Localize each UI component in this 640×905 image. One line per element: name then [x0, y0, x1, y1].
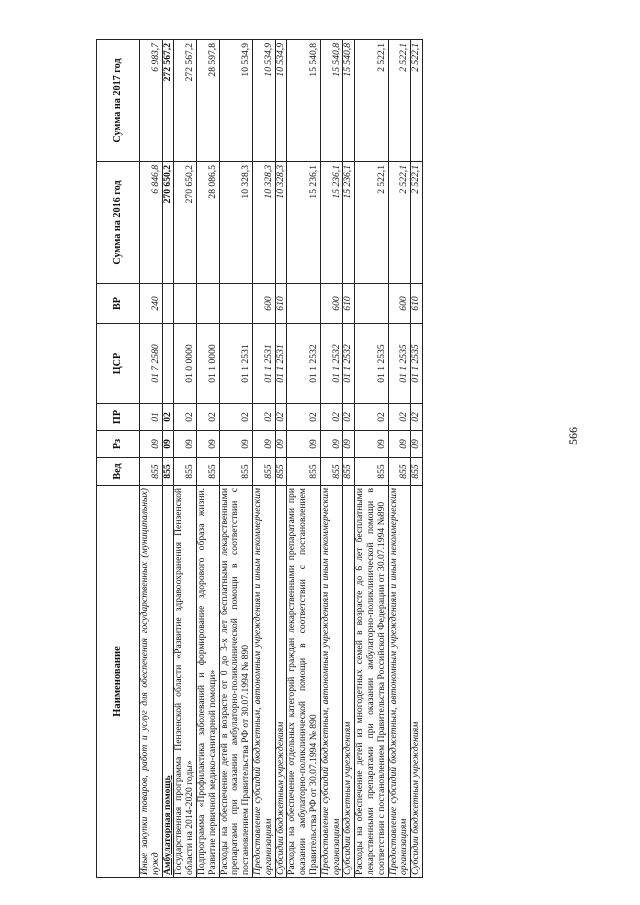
cell-vr — [174, 284, 197, 324]
cell-ved: 855 — [388, 458, 411, 486]
cell-ved: 855 — [162, 458, 174, 486]
cell-sum-2017: 272 567,2 — [162, 40, 174, 162]
table-row — [219, 40, 252, 878]
cell-sum-2016: 10 328,3 — [252, 162, 275, 284]
cell-sum-2017: 10 534,9 — [275, 40, 287, 162]
cell-name: Расходы на обеспечение отдельных категорий граждан лекарственными препаратами при оказании амбулаторно-поликлинической помощи в соответствии с постановлением Правительства РФ от 30.07.1994 № 890 — [287, 486, 320, 878]
cell-ved: 855 — [219, 458, 252, 486]
cell-name: Государственная программа Пензенской области «Развитие здравоохранения Пензенской области на 2014-2020 годы» — [174, 486, 197, 878]
cell-sum-2017: 2 522,1 — [388, 40, 411, 162]
cell-ved: 855 — [252, 458, 275, 486]
cell-vr: 240 — [140, 284, 163, 324]
cell-csr: 01 1 2532 — [287, 324, 320, 404]
table-row — [388, 40, 411, 878]
budget-table — [96, 39, 423, 878]
cell-sum-2016: 2 522,1 — [411, 162, 423, 284]
cell-csr: 01 1 2531 — [219, 324, 252, 404]
cell-csr: 01 1 2535 — [388, 324, 411, 404]
cell-pr: 02 — [320, 404, 343, 431]
header-sum-2016: Сумма на 2016 год — [97, 162, 140, 284]
cell-pr: 02 — [388, 404, 411, 431]
cell-ved: 855 — [140, 458, 163, 486]
cell-rz: 09 — [343, 431, 355, 458]
cell-rz: 09 — [355, 431, 388, 458]
table-row — [196, 40, 219, 878]
cell-ved: 855 — [196, 458, 219, 486]
cell-pr: 02 — [252, 404, 275, 431]
cell-pr: 02 — [196, 404, 219, 431]
cell-rz: 09 — [219, 431, 252, 458]
cell-sum-2017: 28 597,8 — [196, 40, 219, 162]
cell-pr: 02 — [343, 404, 355, 431]
cell-rz: 09 — [287, 431, 320, 458]
cell-vr: 610 — [275, 284, 287, 324]
cell-sum-2017: 15 540,8 — [287, 40, 320, 162]
cell-vr — [219, 284, 252, 324]
cell-csr: 01 1 2532 — [343, 324, 355, 404]
cell-sum-2016: 270 650,2 — [174, 162, 197, 284]
cell-csr: 01 7 2580 — [140, 324, 163, 404]
cell-name: Субсидии бюджетным учреждениям — [411, 486, 423, 878]
cell-csr: 01 1 2532 — [320, 324, 343, 404]
cell-rz: 09 — [388, 431, 411, 458]
cell-name: Субсидии бюджетным учреждениям — [343, 486, 355, 878]
cell-sum-2016: 2 522,1 — [355, 162, 388, 284]
cell-sum-2017: 6 983,7 — [140, 40, 163, 162]
cell-ved: 855 — [411, 458, 423, 486]
cell-pr: 02 — [174, 404, 197, 431]
cell-name: Предоставление субсидий бюджетным, автономным учреждениям и иным некоммерческим организациям — [320, 486, 343, 878]
header-rz: Рз — [97, 431, 140, 458]
cell-sum-2017: 15 540,8 — [343, 40, 355, 162]
cell-rz: 09 — [252, 431, 275, 458]
cell-name: Расходы на обеспечение детей в возрасте от 0 до 3-х лет бесплатными лекарственными препаратами при оказании амбулаторно-поликлинической помощи в соответствии с постановлением Правительства РФ от 30.07.1994 № 890 — [219, 486, 252, 878]
rotated-page-content — [96, 40, 526, 878]
cell-csr: 01 1 0000 — [196, 324, 219, 404]
cell-sum-2017: 272 567,2 — [174, 40, 197, 162]
table-row — [411, 40, 423, 878]
table-row — [140, 40, 163, 878]
cell-csr: 01 0 0000 — [174, 324, 197, 404]
header-pr: ПР — [97, 404, 140, 431]
cell-sum-2016: 2 522,1 — [388, 162, 411, 284]
cell-sum-2017: 10 534,9 — [219, 40, 252, 162]
header-sum-2017: Сумма на 2017 год — [97, 40, 140, 162]
cell-name: Подпрограмма «Профилактика заболеваний и формирование здорового образа жизни. Развитие первичной медико-санитарной помощи» — [196, 486, 219, 878]
cell-sum-2017: 2 522,1 — [355, 40, 388, 162]
cell-sum-2016: 15 236,1 — [343, 162, 355, 284]
cell-name: Амбулаторная помощь — [162, 486, 174, 878]
cell-vr: 600 — [320, 284, 343, 324]
table-row — [287, 40, 320, 878]
cell-sum-2017: 2 522,1 — [411, 40, 423, 162]
cell-sum-2016: 10 328,3 — [219, 162, 252, 284]
cell-name: Предоставление субсидий бюджетным, автономным учреждениям и иным некоммерческим организациям — [388, 486, 411, 878]
cell-pr: 02 — [287, 404, 320, 431]
cell-csr: 01 1 2531 — [252, 324, 275, 404]
cell-vr: 610 — [343, 284, 355, 324]
cell-vr — [287, 284, 320, 324]
cell-ved: 855 — [174, 458, 197, 486]
cell-rz: 09 — [275, 431, 287, 458]
cell-pr: 02 — [162, 404, 174, 431]
cell-sum-2016: 10 328,3 — [275, 162, 287, 284]
cell-ved: 855 — [320, 458, 343, 486]
cell-rz: 09 — [162, 431, 174, 458]
cell-ved: 855 — [355, 458, 388, 486]
cell-name: Субсидии бюджетным учреждениям — [275, 486, 287, 878]
cell-rz: 09 — [174, 431, 197, 458]
cell-csr — [162, 324, 174, 404]
table-row — [320, 40, 343, 878]
table-row — [275, 40, 287, 878]
cell-name: Предоставление субсидий бюджетным, автономным учреждениям и иным некоммерческим организациям — [252, 486, 275, 878]
header-ved: Вед — [97, 458, 140, 486]
table-row — [343, 40, 355, 878]
cell-sum-2016: 15 236,1 — [320, 162, 343, 284]
cell-rz: 09 — [411, 431, 423, 458]
cell-csr: 01 1 2535 — [411, 324, 423, 404]
cell-ved: 855 — [343, 458, 355, 486]
cell-ved: 855 — [275, 458, 287, 486]
cell-sum-2016: 270 650,2 — [162, 162, 174, 284]
cell-csr: 01 1 2531 — [275, 324, 287, 404]
table-row — [174, 40, 197, 878]
cell-pr: 01 — [140, 404, 163, 431]
cell-name: Иные закупки товаров, работ и услуг для обеспечения государственных (муниципальных) нужд — [140, 486, 163, 878]
cell-vr: 600 — [388, 284, 411, 324]
cell-ved: 855 — [287, 458, 320, 486]
cell-rz: 09 — [320, 431, 343, 458]
cell-pr: 02 — [411, 404, 423, 431]
table-row — [252, 40, 275, 878]
header-name: Наименование — [97, 486, 140, 878]
cell-sum-2016: 15 236,1 — [287, 162, 320, 284]
cell-vr — [196, 284, 219, 324]
cell-pr: 02 — [355, 404, 388, 431]
cell-vr — [162, 284, 174, 324]
header-vr: ВР — [97, 284, 140, 324]
cell-sum-2017: 15 540,8 — [320, 40, 343, 162]
cell-pr: 02 — [219, 404, 252, 431]
cell-sum-2016: 28 086,5 — [196, 162, 219, 284]
cell-rz: 09 — [140, 431, 163, 458]
cell-pr: 02 — [275, 404, 287, 431]
cell-vr: 600 — [252, 284, 275, 324]
cell-vr: 610 — [411, 284, 423, 324]
table-row — [162, 40, 174, 878]
cell-sum-2017: 10 534,9 — [252, 40, 275, 162]
header-csr: ЦСР — [97, 324, 140, 404]
cell-vr — [355, 284, 388, 324]
cell-sum-2016: 6 846,8 — [140, 162, 163, 284]
table-header-row — [97, 40, 140, 878]
page-number: 566 — [566, 427, 580, 445]
cell-csr: 01 1 2535 — [355, 324, 388, 404]
cell-name: Расходы на обеспечение детей из многодетных семей в возрасте до 6 лет бесплатными лекарственными препаратами при оказании амбулаторно-поликлинической помощи в соответствии с постановлением Правительства Российской Федерации от 30.07.1994 №890 — [355, 486, 388, 878]
table-row — [355, 40, 388, 878]
cell-rz: 09 — [196, 431, 219, 458]
